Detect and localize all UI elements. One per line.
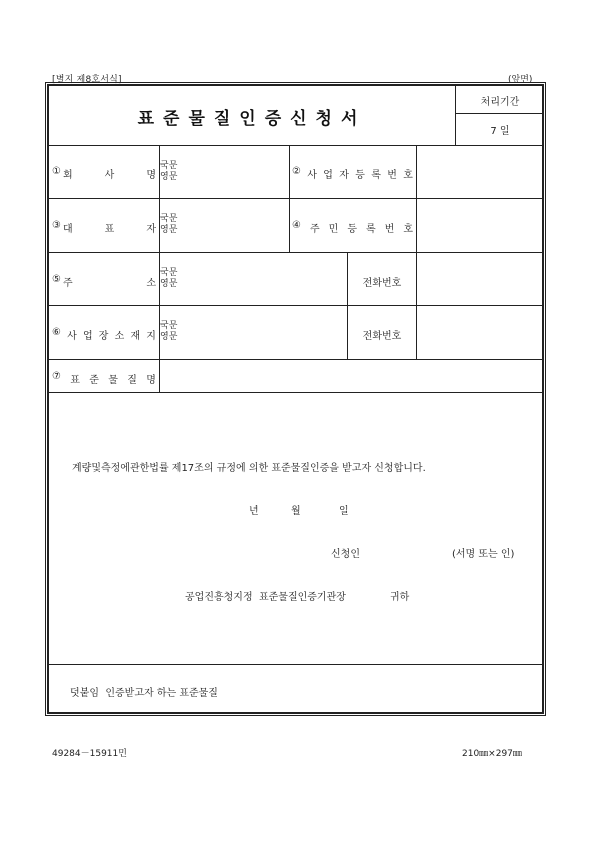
date-day-label: 일 <box>339 506 349 517</box>
lang-korean-label: 국문 <box>160 321 178 331</box>
company-name-label <box>52 166 156 181</box>
lang-english-label: 영문 <box>160 332 178 342</box>
business-site-lang-labels <box>160 321 177 343</box>
label-char: 장 <box>98 331 109 342</box>
value-column-rule <box>416 145 417 359</box>
label-char: 업 <box>323 170 333 181</box>
processing-period-value: 7 일 <box>490 125 510 137</box>
addressee-organization: 공업진흥청지정 표준물질인증기관장 <box>185 592 346 603</box>
business-reg-number-label <box>292 166 413 181</box>
lang-english-label: 영문 <box>160 172 178 182</box>
lang-korean-label: 국문 <box>160 161 178 171</box>
label-char: 사 <box>307 170 317 181</box>
row-rule-1 <box>49 145 544 146</box>
label-char: 주 <box>62 278 73 289</box>
label-char: 소 <box>146 278 156 289</box>
resident-reg-number-label <box>292 220 413 235</box>
site-phone-label: 전화번호 <box>362 331 402 342</box>
label-char: 사 <box>67 331 77 342</box>
label-char: 자 <box>146 224 156 235</box>
page-side-label: (앞면) <box>508 75 533 85</box>
label-char: 록 <box>365 224 376 235</box>
lang-korean-label: 국문 <box>160 268 178 278</box>
date-year-label: 년 <box>249 506 259 517</box>
label-char: 물 <box>108 375 118 386</box>
circled-number: ④ <box>292 220 301 231</box>
circled-number: ⑥ <box>52 327 61 338</box>
label-char: 민 <box>328 224 339 235</box>
row-rule-3 <box>49 252 544 253</box>
label-char: 번 <box>387 170 397 181</box>
label-char: 사 <box>104 170 115 181</box>
company-lang-labels <box>160 161 177 183</box>
label-char: 업 <box>82 331 93 342</box>
address-lang-labels <box>160 268 177 290</box>
row-rule-2 <box>49 198 544 199</box>
addressee-honorific: 귀하 <box>390 592 410 603</box>
circled-number: ③ <box>52 220 61 231</box>
label-char: 록 <box>371 170 381 181</box>
label-char: 자 <box>339 170 349 181</box>
footer-paper-size: 210㎜×297㎜ <box>462 749 522 759</box>
footer-form-code: 49284－15911민 <box>52 749 127 759</box>
attachment-note: 덧붙임 인증받고자 하는 표준물질 <box>70 688 218 699</box>
row-rule-7 <box>49 664 544 665</box>
mid-column-rule-b <box>347 252 348 359</box>
circled-number: ⑤ <box>52 274 61 285</box>
material-name-label <box>52 371 156 386</box>
circled-number: ② <box>292 166 301 177</box>
form-title: 표준물질인증신청서 <box>137 108 367 129</box>
address-phone-label: 전화번호 <box>362 278 402 289</box>
label-char: 소 <box>114 331 125 342</box>
date-month-label: 월 <box>291 506 301 517</box>
label-char: 명 <box>146 375 156 386</box>
processing-period-label: 처리기간 <box>480 96 520 108</box>
circled-number: ⑦ <box>52 371 61 382</box>
label-char: 명 <box>146 170 156 181</box>
label-char: 호 <box>403 224 413 235</box>
lang-korean-label: 국문 <box>160 214 178 224</box>
representative-label <box>52 220 156 235</box>
label-char: 표 <box>70 375 80 386</box>
label-char: 대 <box>62 224 73 235</box>
label-char: 준 <box>89 375 99 386</box>
label-char: 회 <box>62 170 73 181</box>
circled-number: ① <box>52 166 61 177</box>
signature-note: (서명 또는 인) <box>452 549 515 560</box>
label-char: 지 <box>146 331 156 342</box>
lang-english-label: 영문 <box>160 225 178 235</box>
label-char: 질 <box>127 375 137 386</box>
form-number: [별지 제8호서식] <box>52 75 122 85</box>
label-char: 표 <box>104 224 115 235</box>
row-rule-4 <box>49 305 544 306</box>
applicant-label: 신청인 <box>331 549 360 560</box>
label-char: 주 <box>309 224 320 235</box>
row-rule-5 <box>49 359 544 360</box>
representative-lang-labels <box>160 214 177 236</box>
row-rule-6 <box>49 392 544 393</box>
label-char: 호 <box>403 170 413 181</box>
label-char: 번 <box>384 224 395 235</box>
label-char: 재 <box>130 331 141 342</box>
business-site-label <box>52 327 156 342</box>
application-statement: 계량및측정에관한법률 제17조의 규정에 의한 표준물질인증을 받고자 신청합니다. <box>72 463 426 474</box>
label-char: 등 <box>347 224 357 235</box>
label-char: 등 <box>355 170 365 181</box>
mid-column-rule-a <box>289 145 290 252</box>
address-label <box>52 274 156 289</box>
lang-english-label: 영문 <box>160 279 178 289</box>
